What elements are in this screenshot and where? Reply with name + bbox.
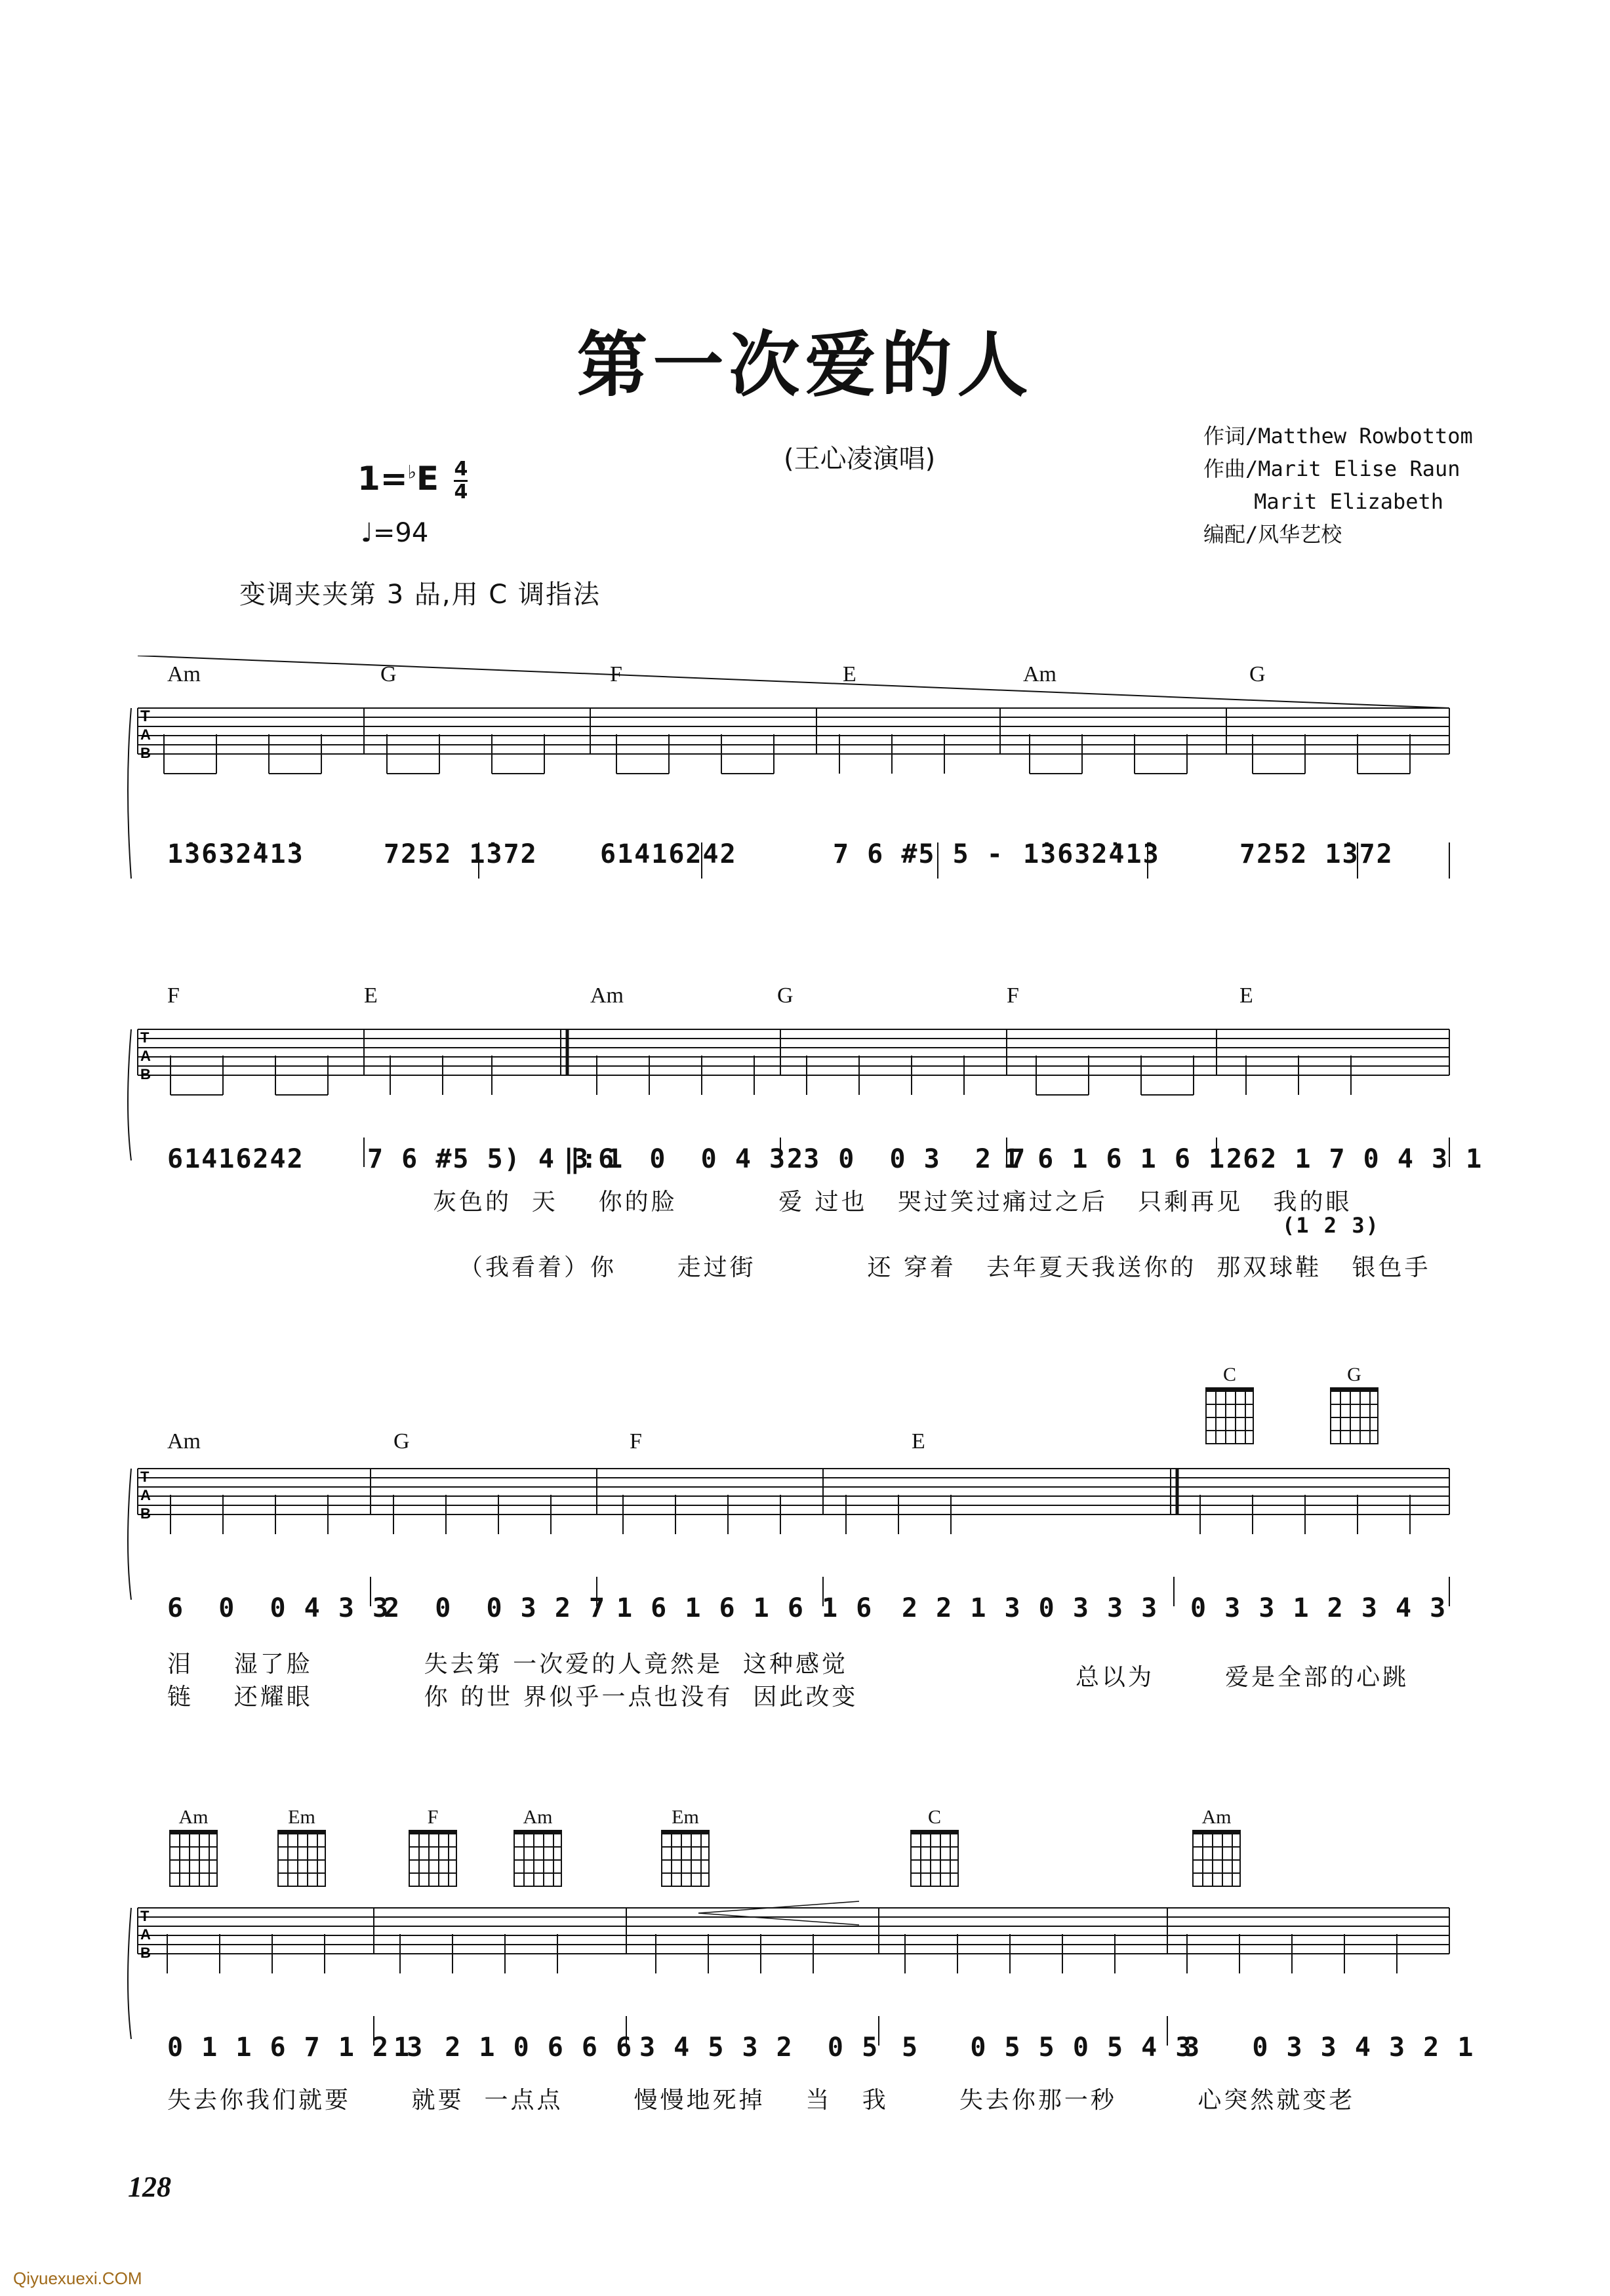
numbered-notation: 1̇3632̇41̇3 (1023, 839, 1160, 869)
capo-instruction: 变调夹夹第 3 品,用 C 调指法 (239, 580, 601, 610)
tab-system-3 (125, 1449, 1469, 1606)
lyricist-credit: 作词/Matthew Rowbottom (1203, 424, 1473, 448)
numbered-notation: 0 1 1 6 7 1 2 3 (167, 2032, 424, 2063)
chord-label: Am (590, 983, 624, 1008)
watermark: Qiyuexuexi.COM (13, 2268, 142, 2288)
numbered-notation: 3 0 3 3 4 3 2 1 (1184, 2032, 1475, 2063)
chord-diagram-c: C (1197, 1364, 1262, 1444)
chord-label: G (393, 1429, 410, 1454)
chord-diagram-em: Em (653, 1806, 718, 1887)
alt-notation: (1 2 3) (1282, 1213, 1380, 1238)
composer2-credit: Marit Elizabeth (1203, 489, 1444, 514)
tab-system-2 (125, 1010, 1469, 1167)
chord-label: G (1249, 662, 1266, 686)
svg-text:A: A (140, 1048, 151, 1064)
chord-label: G (777, 983, 794, 1008)
lyrics-verse-1: 泪 湿了脸 失去第 一次爱的人竟然是 这种感觉 (167, 1651, 848, 1678)
numbered-notation: 1 6 1 6 1 6 1 6 (616, 1593, 874, 1623)
numbered-notation: 1 2 1 0 6 6 6 (393, 2032, 634, 2063)
numbered-notation: 1̇3632̇41̇3 (167, 839, 304, 869)
chord-label: E (1239, 983, 1253, 1008)
chord-diagram-em: Em (269, 1806, 334, 1887)
numbered-notation: 7252 1̇372 (1239, 839, 1394, 869)
song-title: 第一次爱的人 (576, 325, 1034, 406)
chord-label: F (610, 662, 622, 686)
chord-label: E (912, 1429, 925, 1454)
chord-diagram-am: Am (161, 1806, 226, 1887)
numbered-notation: 7 6 #5 5 - (833, 839, 1004, 869)
numbered-notation: 7252 1̇372 (384, 839, 538, 869)
svg-text:B: B (140, 1945, 151, 1961)
numbered-notation: 2 2 1 3 0 3 3 3 (902, 1593, 1159, 1623)
svg-text:B: B (140, 745, 151, 761)
numbered-notation: 0 3 3 1 2 3 4 3 (1190, 1593, 1447, 1623)
numbered-notation: 1 6 1 6 1 6 1 6 (1003, 1144, 1260, 1174)
lyrics-verse-2: （我看着）你 走过街 还 穿着 去年夏天我送你的 那双球鞋 银色手 (459, 1254, 1431, 1281)
numbered-notation: ‖:6 0 0 4 3 3 (564, 1144, 821, 1174)
lyrics-chorus: 失去你我们就要 就要 一点点 慢慢地死掉 当 我 失去你那一秒 心突然就变老 (167, 2087, 1356, 2114)
page-number: 128 (128, 2171, 171, 2203)
chord-diagram-g: G (1321, 1364, 1387, 1444)
chord-diagram-f: F (400, 1806, 466, 1887)
chord-label: Am (1023, 662, 1057, 686)
chord-label: G (380, 662, 397, 686)
tab-system-4 (125, 1888, 1469, 2046)
chord-label: E (364, 983, 378, 1008)
time-signature: $\frac{4}{4}$ (454, 458, 468, 504)
chord-diagram-am: Am (505, 1806, 571, 1887)
numbered-notation: 61416242 (600, 839, 737, 869)
svg-text:T: T (140, 707, 150, 725)
chord-diagram-am: Am (1184, 1806, 1249, 1887)
lyrics-verse-1: 灰色的 天 你的脸 爱 过也 哭过笑过痛过之后 只剩再见 我的眼 (433, 1189, 1352, 1216)
numbered-notation: 3 4 5 3 2 0 5 (639, 2032, 879, 2063)
numbered-notation: 2 0 0 3 2 7 (787, 1144, 1027, 1174)
svg-text:T: T (140, 1029, 150, 1046)
numbered-notation: 2 2 1 7 0 4 3 1 (1226, 1144, 1483, 1174)
chord-label: Am (167, 1429, 201, 1454)
key-signature: 1=♭E $\frac{4}{4}$ (357, 458, 468, 504)
credits-block (1203, 420, 1473, 551)
chord-label: E (843, 662, 856, 686)
lyrics-chorus: 总以为 爱是全部的心跳 (1076, 1664, 1409, 1691)
tempo-marking: ♩=94 (361, 518, 429, 548)
chord-label: F (1007, 983, 1019, 1008)
svg-text:A: A (140, 1926, 151, 1943)
lyrics-verse-2: 链 还耀眼 你 的世 界似乎一点也没有 因此改变 (167, 1684, 858, 1711)
svg-text:B: B (140, 1066, 151, 1082)
numbered-notation: 2 0 0 3 2 7 (384, 1593, 607, 1623)
svg-text:B: B (140, 1505, 151, 1522)
numbered-notation: 7 6 #5 5) 4 3 1 (367, 1144, 624, 1174)
chord-label: F (167, 983, 180, 1008)
svg-text:A: A (140, 1487, 151, 1503)
svg-text:T: T (140, 1469, 150, 1485)
numbered-notation: 61416242 (167, 1144, 304, 1174)
svg-text:T: T (140, 1908, 150, 1924)
arranger-credit: 编配/风华艺校 (1203, 522, 1342, 547)
chord-label: F (630, 1429, 642, 1454)
chord-label: Am (167, 662, 201, 686)
svg-text:A: A (140, 726, 151, 743)
chord-diagram-c: C (902, 1806, 967, 1887)
numbered-notation: 5 0 5 5 0 5 4 3 (902, 2032, 1193, 2063)
numbered-notation: 6 0 0 4 3 3 (167, 1593, 390, 1623)
singer-credit: (王心凌演唱) (784, 444, 936, 474)
composer-credit: 作曲/Marit Elise Raun (1203, 456, 1460, 481)
